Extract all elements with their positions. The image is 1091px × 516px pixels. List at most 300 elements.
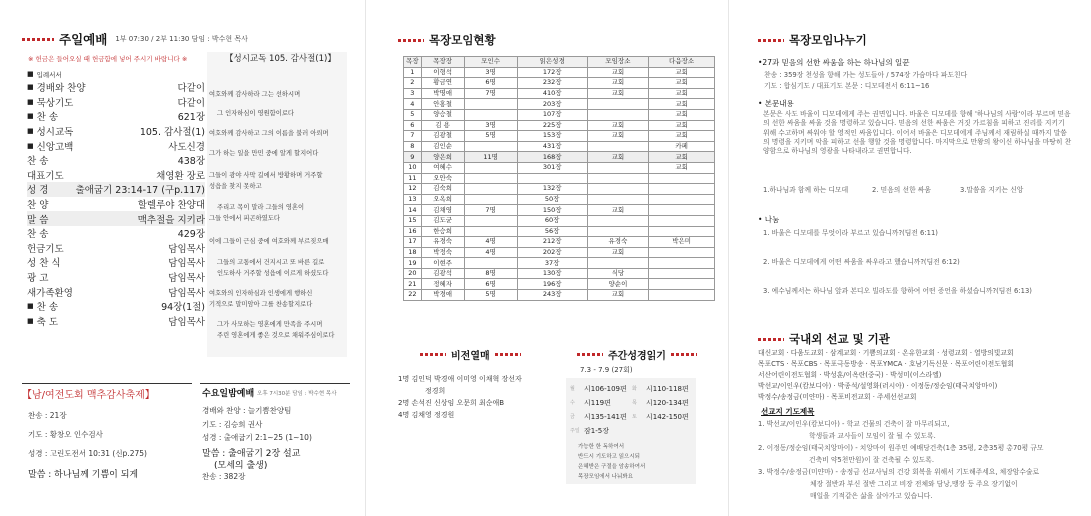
table-cell: 김인순 [421,141,464,152]
header-decoration [495,353,521,356]
order-row [27,153,205,168]
share-question: 2. 바울은 디모데에게 어떤 싸움을 싸우라고 했습니까?(딤전 6:12) [763,258,960,266]
responsive-reading [207,52,347,357]
table-cell: 6명 [464,279,517,290]
table-header-cell: 모임장소 [587,57,649,68]
table-cell: 50장 [517,194,587,205]
reading-line: 그가 사모하는 영혼에게 만족을 주시며 [217,321,323,328]
order-row [27,68,205,80]
table-cell: 교회 [649,152,715,163]
table-cell: 410장 [517,88,587,99]
wednesday-sub: 오후 7시30분 담임 : 박수현 목사 [257,391,337,397]
vision-line: 2명 손석진 신상임 오문희 최순애B [398,399,505,407]
order-label: 찬 양 [27,200,49,212]
table-row [404,226,715,237]
table-cell [587,194,649,205]
table-cell: 7 [404,131,422,142]
order-label: 찬 송 [36,302,58,314]
order-value: 할렐루야 찬양대 [137,200,205,212]
bullet-icon: ■ [27,70,34,78]
order-label: 묵상기도 [36,97,74,109]
table-cell: 14 [404,205,422,216]
reading-cell: 시135-141편 [584,413,627,421]
table-cell: 여혜수 [421,162,464,173]
table-cell: 오옥희 [421,194,464,205]
order-label: 축 도 [36,316,58,328]
table-row [404,268,715,279]
prayer-line: 학생들과 교사들이 모임이 잘 될 수 있도록. [809,432,936,440]
table-cell: 박정숙 [421,247,464,258]
day-label: 월 [570,386,575,392]
table-cell [464,194,517,205]
festival-line: 성경 : 고린도전서 10:31 (신p.275) [28,449,147,458]
bullet-icon: ■ [27,112,34,121]
table-cell: 교회 [587,67,649,78]
order-label-wrap [27,124,73,138]
order-row [27,182,205,197]
table-cell [464,215,517,226]
reading-line: 이에 그들이 근심 중에 여호와께 부르짖으매 [209,238,329,245]
mission-line: 박정수/송정금(미얀마) · 목포비전교회 · 주세선선교회 [758,393,917,401]
table-row [404,194,715,205]
order-value: 621장 [177,112,205,124]
table-row [404,67,715,78]
mission-line: 서산어린이전도협회 · 박성훈/이옥란(중국) · 박성미(이스라엘) [758,371,942,379]
group-status-table [403,56,715,301]
table-cell: 황금연 [421,78,464,89]
festival-line: 기도 : 황창오 인수검사 [28,430,103,439]
table-cell: 김광철 [421,131,464,142]
order-value: 105. 감사절(1) [139,127,205,139]
table-row [404,131,715,142]
table-cell: 17 [404,237,422,248]
day-label: 화 [632,386,637,392]
day-label: 수 [570,400,575,406]
table-cell [464,258,517,269]
reading-title: 【성시교독 105. 감사절(1)】 [225,54,336,64]
order-row [27,197,205,212]
wednesday-line: 경배와 찬양 : 늘기쁨찬양팀 [202,406,292,415]
order-row [27,255,205,270]
order-row [27,95,205,110]
table-row [404,205,715,216]
reading-tip: 은혜받은 구절을 암송하여서 [578,464,646,470]
table-cell: 21 [404,279,422,290]
table-cell [649,226,715,237]
order-label-wrap [27,139,73,153]
prayer-line: 3. 박정수/송정금(미얀마) - 송정금 선교사님의 건강 회복을 위해서 기도해주세요, 체장암수술로 [758,468,1040,476]
table-header-cell: 목장장 [421,57,464,68]
table-cell: 8 [404,141,422,152]
table-cell: 153장 [517,131,587,142]
order-label-wrap [27,70,62,79]
table-cell: 202장 [517,247,587,258]
table-cell: 7명 [464,205,517,216]
order-row [27,124,205,139]
table-cell: 정혜자 [421,279,464,290]
table-cell: 교회 [587,205,649,216]
table-cell: 김광석 [421,268,464,279]
table-row [404,215,715,226]
wednesday-line: 찬송 : 382장 [202,472,246,481]
wednesday-line: 기도 : 김승희 권사 [202,420,263,429]
wednesday-line: 성경 : 출애굽기 2:1~25 (1~10) [202,433,312,442]
order-label: 대표기도 [27,170,64,182]
body-text: 본문은 사도 바울이 디모데에게 주는 권면입니다. 바울은 디모데를 향해 '하나님의 사람'이라 부르며 믿음의 선한 싸움을 싸울 것을 명령하고 있습니다. 믿음의 선한 싸움은 거짓 가르침을 피하고 진리를 지키기 위해 수고하며 싸워야 할 영적인 싸움입니다. 이어서 바울은 디모데에게 주님께서 재림하실 때까지 말씀의 명령을 지키며 악을 피하고 선을 행할 것을 명령합니다. 마지막으로 만왕의 왕이신 하나님을 마땅히 찬양함으로 하나님의 영광을 나타내라고 권면합니다. [763,110,1072,156]
table-cell [464,226,517,237]
order-label: 성 찬 식 [27,258,61,270]
offering-note: ※ 헌금은 들어오실 때 헌금함에 넣어 주시기 바랍니다 ※ [28,55,188,63]
table-row [404,152,715,163]
bullet-icon: ■ [27,83,34,92]
order-row [27,226,205,241]
share-title: • 나눔 [758,215,780,224]
table-cell: 교회 [587,290,649,301]
table-cell: 4명 [464,237,517,248]
table-cell: 1 [404,67,422,78]
reading-cell: 시106-109편 [584,385,627,393]
table-cell: 3명 [464,67,517,78]
mission-header [758,331,890,347]
table-cell [464,141,517,152]
table-cell: 6 [404,120,422,131]
day-label: 금 [570,414,575,420]
table-cell: 172장 [517,67,587,78]
table-cell: 11명 [464,152,517,163]
order-label: 성 경 [27,185,49,197]
order-value: 94장(1절) [161,302,205,314]
table-cell [587,99,649,110]
table-cell [464,184,517,195]
reading-line: 기적으로 말미암아 그를 찬송할지로다 [209,301,313,308]
order-value: 438장 [177,156,205,168]
order-label: 신앙고백 [36,141,74,153]
order-label-wrap [27,109,58,123]
table-cell [649,290,715,301]
main-point: 2. 믿음의 선한 싸움 [872,186,931,194]
mission-line: 박선교/이인우(캄보디아) · 박종석/설영화(러시아) · 이정동/정순임(태국치앙마이) [758,382,998,390]
table-cell: 교회 [649,99,715,110]
table-cell: 301장 [517,162,587,173]
table-cell: 5 [404,109,422,120]
order-label-wrap [27,226,48,240]
table-cell: 한승희 [421,226,464,237]
reading-cell: 시119편 [584,399,611,407]
table-cell: 212장 [517,237,587,248]
order-label: 광 고 [27,273,49,285]
group-status-header [398,32,496,48]
table-row [404,247,715,258]
order-value: 429장 [177,229,205,241]
share-question: 3. 예수님께서는 하나님 앞과 본디오 빌라도를 향하여 어떤 증언을 하셨습니까?(딤전 6:13) [763,287,1032,295]
reading-cell: 시110-118편 [646,385,689,393]
table-cell: 203장 [517,99,587,110]
bullet-icon: ■ [27,97,34,106]
reading-line: 그들 안에서 피곤하였도다 [209,215,280,222]
order-row [27,138,205,153]
table-header-cell: 목장 [404,57,422,68]
table-row [404,162,715,173]
order-label-wrap [27,285,73,299]
prayer-line: 1. 박선교/이인우(캄보디아) - 학교 건물의 건축이 잘 마무리되고, [758,420,950,428]
table-cell: 교회 [587,131,649,142]
table-cell [587,162,649,173]
table-cell: 168장 [517,152,587,163]
vision-header [420,347,526,362]
table-cell: 6명 [464,78,517,89]
table-cell: 13 [404,194,422,205]
vision-line: 정경희 [425,387,446,395]
order-label: 새가족환영 [27,287,73,299]
table-cell: 교회 [649,131,715,142]
header-decoration [420,353,446,356]
order-label: 성시교독 [36,127,74,139]
order-label-wrap [27,241,64,255]
order-label: 찬 송 [27,156,49,168]
order-label-wrap [27,299,58,313]
reading-tip: 반드시 기도하고 읽으시되 [578,454,640,460]
table-cell: 양순이 [587,279,649,290]
header-decoration [758,39,784,42]
table-cell: 60장 [517,215,587,226]
order-value: 담임목사 [168,287,205,299]
table-cell [587,226,649,237]
table-cell: 132장 [517,184,587,195]
festival-title: 【남/여전도회 맥추감사축제】 [22,390,155,401]
reading-line: 그 인자하심이 영원함이로다 [217,110,294,117]
order-label-wrap [27,182,48,196]
table-row [404,173,715,184]
prayer-line: 건축비 약5천만원)이 잘 건축될 수 있도록. [809,456,934,464]
table-cell [587,258,649,269]
theme-line: 찬송 : 359장 천성을 향해 가는 성도들아 / 574장 가슴마다 파도친다 [764,71,968,79]
table-cell: 12 [404,184,422,195]
table-cell: 김채영 [421,205,464,216]
order-row [27,270,205,285]
table-cell: 18 [404,247,422,258]
table-cell: 교회 [587,88,649,99]
wednesday-rule [200,383,350,384]
reading-line: 성읍을 찾지 못하고 [209,183,262,190]
header-decoration [577,353,603,356]
sharing-header [758,32,867,48]
table-cell: 카페 [649,141,715,152]
order-label: 헌금기도 [27,243,64,255]
table-cell [649,279,715,290]
table-row [404,184,715,195]
mission-title: 국내외 선교 및 기관 [789,332,890,346]
table-cell: 박은미 [649,237,715,248]
table-cell: 교회 [649,78,715,89]
table-row [404,258,715,269]
order-label: 말 씀 [27,214,49,226]
reading-cell: 잠1-5장 [584,427,609,435]
table-cell: 교회 [587,152,649,163]
table-row [404,237,715,248]
table-header-cell: 다음장소 [649,57,715,68]
table-cell: 김 용 [421,120,464,131]
table-cell: 232장 [517,78,587,89]
table-cell [649,268,715,279]
wednesday-line: (모세의 출생) [214,461,268,471]
prayer-title: 선교지 기도제목 [761,407,815,416]
vision-line: 1명 김인덕 박경애 이미영 이채혁 장선자 [398,375,522,383]
table-row [404,109,715,120]
order-value: 담임목사 [168,243,205,255]
table-cell: 교회 [587,78,649,89]
order-row [27,284,205,299]
order-value: 다같이 [177,83,205,95]
table-cell: 김도균 [421,215,464,226]
order-label: 경배와 찬양 [36,83,86,95]
order-row [27,109,205,124]
table-cell: 16 [404,226,422,237]
mission-line: 목포CTS · 목포CBS · 목포극동방송 · 목포YMCA · 호남기독신문 · 목포어린이전도협회 [758,360,1014,368]
table-row [404,120,715,131]
order-row [27,80,205,95]
table-cell: 교회 [649,67,715,78]
order-label-wrap [27,168,64,182]
worship-header [22,30,248,48]
festival-rule [22,383,192,384]
prayer-line: 매일을 기적같은 삶을 살아가고 있습니다. [810,492,933,500]
table-row [404,141,715,152]
prayer-line: 체장 절반과 부신 절반 그리고 비장 전체와 담낭,맹장 등 주요 장기없이 [810,480,1018,488]
table-cell [587,109,649,120]
table-row [404,78,715,89]
order-label-wrap [27,197,48,211]
reading-line: 주리고 목이 말라 그들의 영혼이 [217,204,305,211]
reading-line: 그들의 고통에서 건지시고 또 바른 길로 [217,259,325,266]
table-cell [587,215,649,226]
table-cell [649,247,715,258]
table-cell: 5명 [464,131,517,142]
table-cell [649,194,715,205]
reading-line: 인도하사 거주할 성읍에 이르게 하셨도다 [217,270,329,277]
table-cell: 2 [404,78,422,89]
order-row [27,314,205,329]
table-cell: 식당 [587,268,649,279]
table-cell: 이형석 [421,67,464,78]
table-cell [517,173,587,184]
order-label-wrap [27,212,48,226]
table-cell: 박명애 [421,88,464,99]
table-cell: 15 [404,215,422,226]
table-cell: 8명 [464,268,517,279]
order-label: 입례서서 [36,70,62,79]
table-cell [649,205,715,216]
reading-tip: 가능한 한 독하여서 [578,444,625,450]
table-cell [464,109,517,120]
table-cell: 22 [404,290,422,301]
worship-title: 주일예배 [59,32,108,47]
table-cell [587,173,649,184]
main-point: 3.말씀을 지키는 신앙 [960,186,1024,194]
table-cell: 3 [404,88,422,99]
bullet-icon: ■ [27,302,34,311]
festival-line: 찬송 : 21장 [28,411,67,420]
day-label: 주일 [570,428,580,434]
order-row [27,168,205,183]
reading-line: 여호와의 인자하심과 인생에게 행하신 [209,290,313,297]
reading-line: 그가 하는 일을 만민 중에 알게 할지어다 [209,150,319,157]
order-row [27,299,205,314]
table-cell [587,141,649,152]
bible-range: 7.3 - 7.9 (27회) [580,366,633,374]
body-title: • 본문내용 [758,99,794,108]
table-cell: 교회 [587,120,649,131]
sharing-panel [728,0,1091,516]
order-label-wrap [27,270,48,284]
reading-line: 주린 영혼에게 좋은 것으로 채워주심이로다 [217,332,335,339]
prayer-line: 2. 이정동/정순임(태국치앙마이) - 치앙마이 원주민 예배당건축(1층 35평, 2층35평 총70평 규모 [758,444,1044,452]
order-label-wrap [27,255,61,269]
table-row [404,99,715,110]
table-cell: 56장 [517,226,587,237]
wednesday-title: 수요일밤예배 [202,389,255,399]
table-row [404,290,715,301]
service-times: 1부 07:30 / 2부 11:30 담임 : 박수현 목사 [115,35,248,43]
table-cell: 11 [404,173,422,184]
table-cell: 196장 [517,279,587,290]
table-cell: 3명 [464,120,517,131]
table-cell: 4 [404,99,422,110]
theme-line: 기도 : 합심기도 / 대표기도 본문 : 디모데전서 6:11~16 [764,82,930,90]
bible-reading-box [566,378,696,484]
table-cell: 양은희 [421,152,464,163]
worship-panel [0,0,365,516]
table-cell: 10 [404,162,422,173]
bible-header [577,347,702,362]
table-cell [587,184,649,195]
order-value: 사도신경 [168,141,205,153]
order-value: 담임목사 [168,258,205,270]
table-cell: 150장 [517,205,587,216]
order-row [27,211,205,226]
table-cell: 243장 [517,290,587,301]
reading-cell: 시120-134편 [646,399,689,407]
bible-title: 주간성경읽기 [608,351,666,362]
table-cell [649,184,715,195]
order-value: 담임목사 [168,273,205,285]
table-cell: 7명 [464,88,517,99]
table-row [404,88,715,99]
table-cell: 박경애 [421,290,464,301]
day-label: 토 [632,414,637,420]
header-decoration [758,338,784,341]
mission-line: 대신교회 · 다움도교회 · 삼계교회 · 기쁨의교회 · 온유한교회 · 성령교회 · 열방의빛교회 [758,349,1014,357]
table-cell: 431장 [517,141,587,152]
table-cell: 225장 [517,120,587,131]
order-label: 찬 송 [27,229,49,241]
table-cell [464,162,517,173]
order-row [27,241,205,256]
order-label-wrap [27,95,73,109]
wednesday-line: 말씀 : 출애굽기 2장 설교 [202,449,301,459]
table-cell: 교회 [649,109,715,120]
table-cell: 안홍철 [421,99,464,110]
table-cell [464,173,517,184]
table-cell: 교회 [649,162,715,173]
reading-line: 그들이 광야 사막 길에서 방황하며 거주할 [209,172,323,179]
table-row [404,279,715,290]
order-value: 맥추절을 지키라 [137,214,205,226]
table-cell: 37장 [517,258,587,269]
order-value: 출애굽기 23:14-17 (구p.117) [75,185,205,197]
header-decoration [22,38,54,41]
table-header-cell: 읽은성경 [517,57,587,68]
table-cell: 9 [404,152,422,163]
